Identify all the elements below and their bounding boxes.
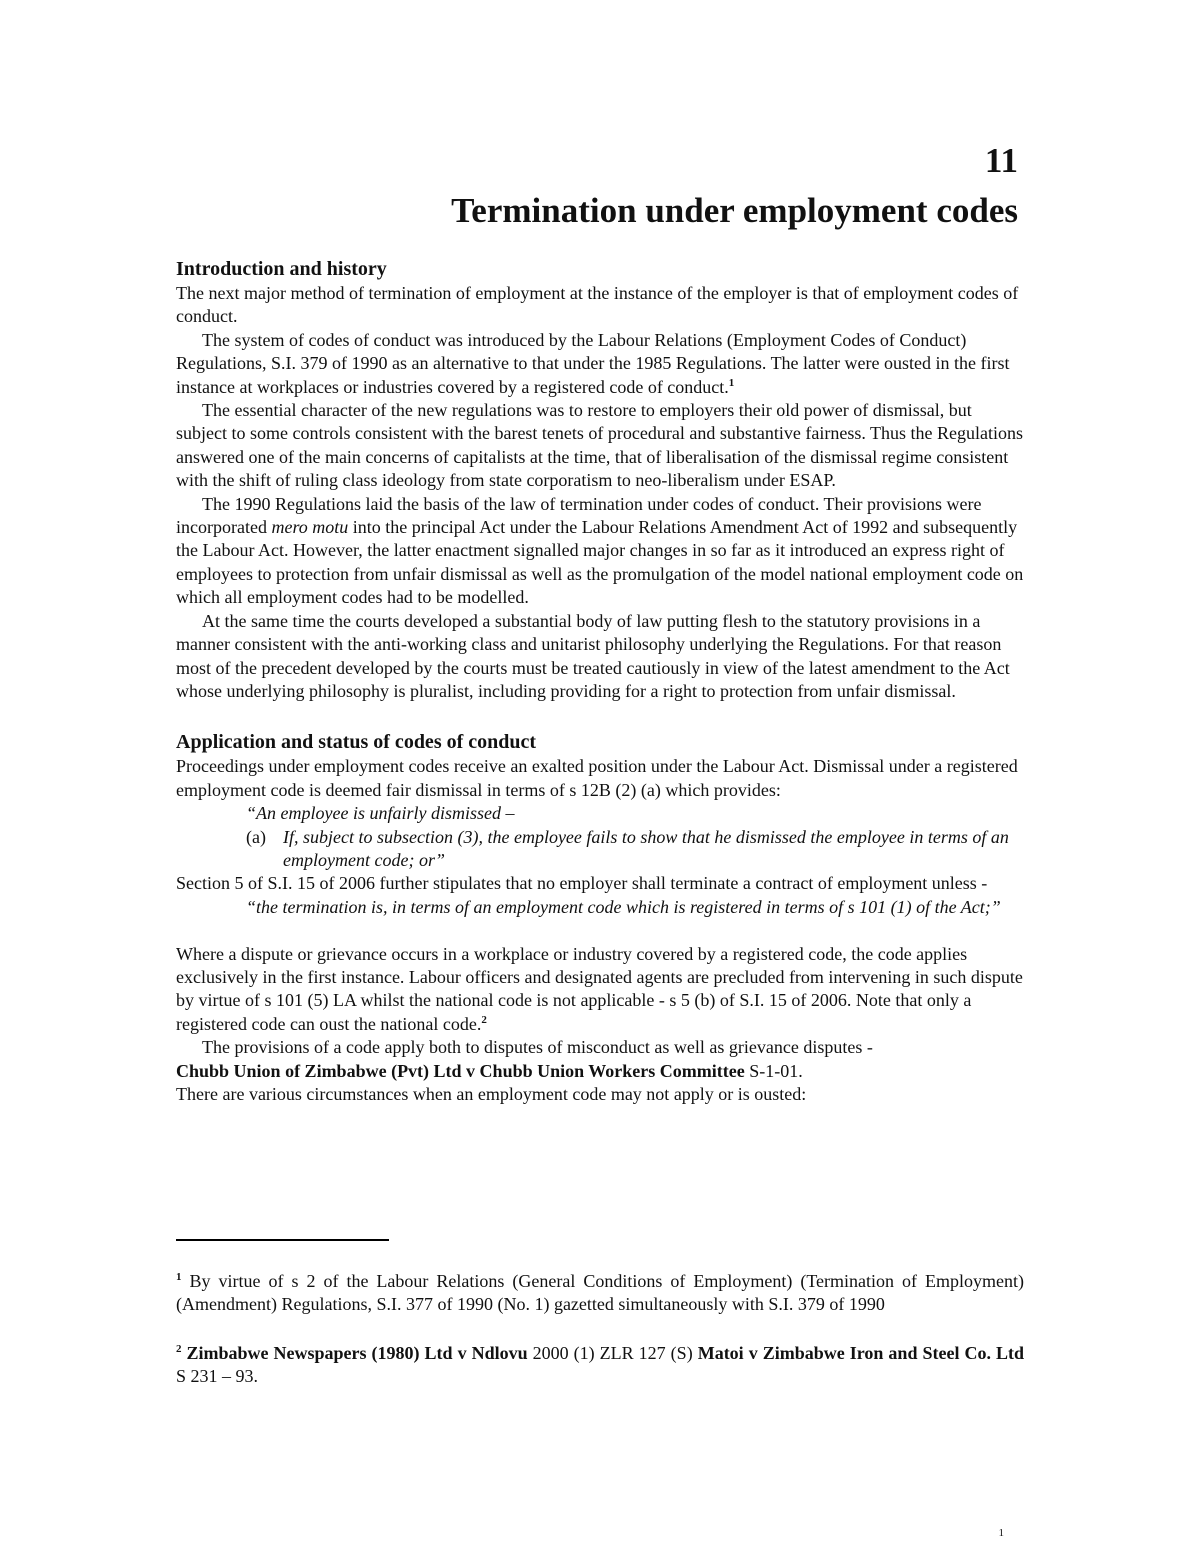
footnote-ref[interactable]: 2: [481, 1013, 487, 1026]
item-marker: (a): [246, 826, 266, 847]
paragraph: [176, 493, 1024, 610]
page-number: 1: [998, 1527, 1004, 1539]
paragraph-text: into the principal Act under the Labour Relations Amendment Act of 1992 and subsequently the Labour Act. However, the latter enactment signalled major changes in so far as it introduced an express right of employees to protection from unfair dismissal as well as the promulgation of the model national employment code on which all employment codes had to be modelled.: [176, 517, 1024, 608]
paragraph: The next major method of termination of employment at the instance of the employer is that of employment codes of conduct.: [176, 283, 1019, 327]
blank-line: [176, 919, 1024, 942]
case-ref: S-1-01.: [744, 1060, 803, 1081]
footnote-text: By virtue of s 2 of the Labour Relations (General Conditions of Employment) (Termination of Employment) (Amendment) Regulations, S.I. 377 of 1990 (No. 1) gazetted simultaneously with S.I. 379 of 1990: [176, 1271, 1024, 1315]
paragraph-text: The 1990 Regulations laid the basis of the law of termination under codes of conduct. Their provisions were incorporated: [176, 493, 982, 538]
case-name: Matoi v Zimbabwe Iron and Steel Co. Ltd: [697, 1342, 1024, 1363]
paragraph: At the same time the courts developed a substantial body of law putting flesh to the statutory provisions in a manner consistent with the anti-working class and unitarist philosophy underlying the Regulations. For that reason most of the precedent developed by the courts must be treated cautiously in view of the latest amendment to the Act whose underlying philosophy is pluralist, including providing for a right to protection from unfair dismissal.: [176, 610, 1010, 701]
case-name: Chubb Union of Zimbabwe (Pvt) Ltd v Chubb Union Workers Committee: [176, 1060, 745, 1081]
paragraph-text: The system of codes of conduct was introduced by the Labour Relations (Employment Codes of Conduct) Regulations, S.I. 379 of 1990 as an alternative to that under the 1985 Regulations. The latter were ousted in the first instance at workplaces or industries covered by a registered code of conduct.: [176, 329, 1010, 397]
footnote-2: [176, 1342, 1024, 1389]
case-ref: S 231 – 93.: [176, 1366, 259, 1387]
chapter-number: 11: [984, 141, 1018, 180]
footnote-ref[interactable]: 1: [728, 376, 735, 389]
footnote-number: 2: [176, 1342, 182, 1355]
paragraph: Proceedings under employment codes receive an exalted position under the Labour Act. Dismissal under a registered employment code is deemed fair dismissal in terms of s 12B (2) (a) which provides:: [176, 756, 1018, 800]
statute-quote-item: [176, 826, 1024, 873]
section-heading-application: Application and status of codes of conduct: [176, 731, 537, 754]
paragraph: There are various circumstances when an employment code may not apply or is ousted:: [176, 1083, 807, 1104]
paragraph: The essential character of the new regulations was to restore to employers their old power of dismissal, but subject to some controls consistent with the barest tenets of procedural and substantive fairness. Thus the Regulations answered one of the main concerns of capitalists at the time, that of liberalisation of the dismissal regime consistent with the shift of ruling class ideology from state corporatism to neo-liberalism under ESAP.: [176, 400, 1023, 491]
statute-quote: “the termination is, in terms of an employment code which is registered in terms of s 101 (1) of the Act;”: [246, 896, 1001, 917]
paragraph: The provisions of a code apply both to disputes of misconduct as well as grievance disputes -: [202, 1037, 873, 1058]
paragraph: [176, 329, 1024, 399]
paragraph: Section 5 of S.I. 15 of 2006 further stipulates that no employer shall terminate a contract of employment unless -: [176, 873, 988, 894]
paragraph-text: Where a dispute or grievance occurs in a workplace or industry covered by a registered code, the code applies exclusively in the first instance. Labour officers and designated agents are precluded from intervening in such dispute by virtue of s 101 (5) LA whilst the national code is not applicable - s 5 (b) of S.I. 15 of 2006. Note that only a registered code can oust the national code.: [176, 943, 1023, 1034]
statute-quote: “An employee is unfairly dismissed –: [246, 803, 515, 824]
footnote-number: 1: [176, 1271, 182, 1283]
body-text: [176, 256, 1024, 1106]
chapter-title: Termination under employment codes: [451, 191, 1018, 230]
case-name: Zimbabwe Newspapers (1980) Ltd v Ndlovu: [181, 1342, 528, 1363]
footnote-1: [176, 1270, 1024, 1317]
footnotes: [176, 1270, 1024, 1414]
latin-phrase: mero motu: [271, 517, 349, 538]
section-heading-introduction: Introduction and history: [176, 258, 387, 280]
paragraph: [176, 943, 1024, 1037]
footnote-separator: [176, 1239, 389, 1241]
case-citation: [176, 1060, 1024, 1083]
item-text: If, subject to subsection (3), the employee fails to show that he dismissed the employee in terms of an employment code; or”: [283, 826, 1009, 870]
case-ref: 2000 (1) ZLR 127 (S): [527, 1342, 698, 1363]
